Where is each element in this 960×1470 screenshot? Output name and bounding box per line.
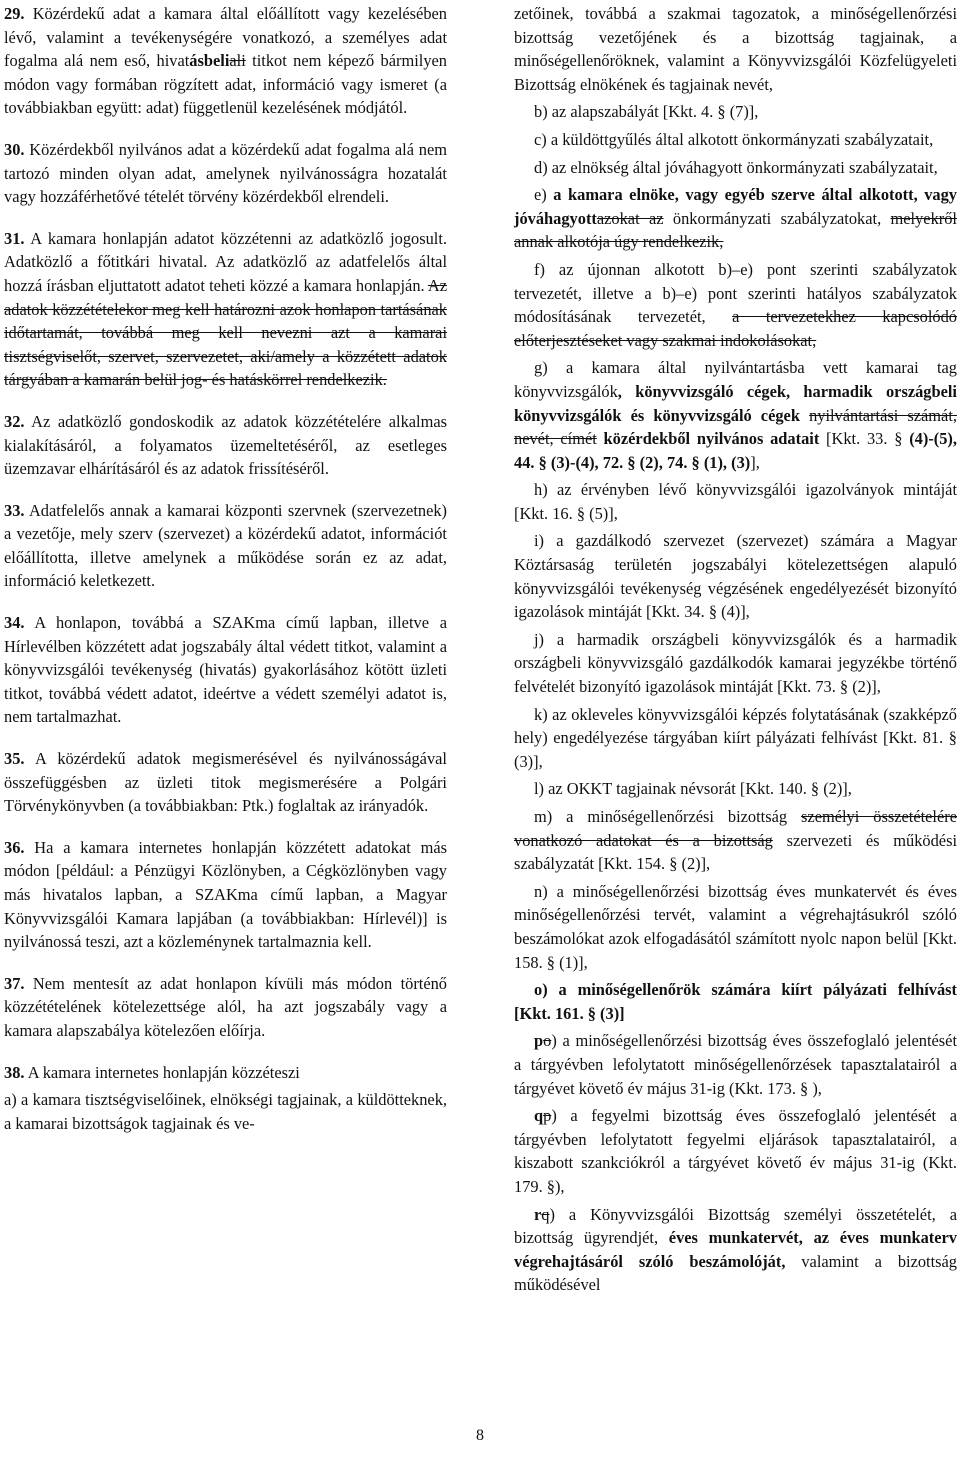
paragraph-number: 38. <box>4 1062 25 1082</box>
text-run: titkot nem képező bármilyen módon vagy formában rögzített adat, információ vagy ismeret (a továbbiakban együtt: adat) függetlenül kezelésének módjától. <box>4 51 447 118</box>
paragraph-number: 32. <box>4 411 25 431</box>
paragraph-29 <box>4 2 447 120</box>
left-column <box>4 2 447 1139</box>
text-run: [Kkt. 33. § <box>819 429 910 449</box>
text-run: i) a gazdálkodó szervezet (szervezet) számára a Magyar Köztársaság területén jogszabályi kötelezettségen alapuló könyvvizsgálói tevékenység végzésének engedélyezését bizonyító igazolások mintáját [Kkt. 34. § (4)], <box>514 531 957 622</box>
bold-text: ásbeli <box>189 51 230 71</box>
paragraph-38-item-a <box>4 1088 447 1135</box>
paragraph-number: 29. <box>4 4 25 23</box>
list-item-h <box>514 478 957 525</box>
paragraph-31 <box>4 227 447 392</box>
paragraph-number: 30. <box>4 139 25 159</box>
list-item-f <box>514 258 957 352</box>
deleted-text: o <box>543 1031 552 1051</box>
paragraph-number: 31. <box>4 228 25 248</box>
text-run: zetőinek, továbbá a szakmai tagozatok, a minőségellenőrzési bizottság vezetőjének és a bizottság tagjainak, a minőségellenőröknek, valamint a Könyvvizsgálói Közfelügyeleti Bizottság elnökének és tagjainak nevét, <box>514 4 957 94</box>
text-run: A közérdekű adatok megismerésével és nyilvánosságával összefüggésben az üzleti titok megismerésére a Polgári Törvénykönyvben (a továbbiakban: Ptk.) foglaltak az irányadók. <box>4 749 447 816</box>
deleted-text: nyilvántartási számát, nevét, címét <box>514 405 957 449</box>
bold-text: o) a minőségellenőrök számára kiírt pályázati felhívást [Kkt. 161. § (3)] <box>514 980 957 1023</box>
text-run: Az adatközlő gondoskodik az adatok közzétételére alkalmas kialakításáról, a folyamatos üzemeltetéséről, az esetleges üzemzavar elhárításáról és az adatok frissítéséről. <box>4 411 447 479</box>
page-number: 8 <box>476 1427 484 1444</box>
deleted-text: q <box>541 1204 550 1224</box>
text-run: f) az újonnan alkotott b)–e) pont szerinti szabályzatok tervezetét, illetve a b)–e) pont szerinti hatályos szabályzatok módosításának tervezetét, <box>514 259 957 327</box>
text-run: ) a minőségellenőrzési bizottság éves összefoglaló jelentését a tárgyévben lefolytatott minőségellenőrzések tapasztalatairól a tárgyévet követő év május 31-ig (Kkt. 173. § ), <box>514 1031 957 1098</box>
list-item-e <box>514 183 957 254</box>
text-run: ) a fegyelmi bizottság éves összefoglaló jelentését a tárgyévben lefolytatott fegyelmi eljárások tapasztalatairól, a kiszabott szankciókról a tárgyévet követő év május 31-ig (Kkt. 179. §), <box>514 1106 957 1196</box>
text-run: j) a harmadik országbeli könyvvizsgálók és a harmadik országbeli könyvvizsgáló gazdálkodók kamarai jegyzékbe történő felvételét bizonyító igazolások mintáját [Kkt. 73. § (2)], <box>514 629 957 697</box>
paragraph-number: 33. <box>4 500 25 520</box>
list-item-g <box>514 356 957 474</box>
text-run: Adatfelelős annak a kamarai központi szervnek (szervezetnek) a vezetője, mely szerv (szervezet) a közérdekű adatot, információt előállította, illetve amelynek a működése során ez az adat, információ keletkezett. <box>4 500 447 591</box>
list-item-n <box>514 880 957 974</box>
list-item-c <box>514 128 957 152</box>
list-item-b <box>514 100 957 124</box>
text-run: A kamara internetes honlapján közzéteszi <box>24 1062 300 1082</box>
paragraph-35 <box>4 747 447 818</box>
text-run: d) az elnökség által jóváhagyott önkormányzati szabályzatait, <box>534 157 938 177</box>
text-run: Ha a kamara internetes honlapján közzétett adatokat más módon [például: a Pénzügyi Közlönyben, a Cégközlönyben vagy más hivatalos lapban, a SZAKma című lapban, a Magyar Könyvvizsgálói Kamara lapjában (a továbbiakban: Hírlevél)] is nyilvánossá teszi, azt a közleménynek tartalmaznia kell. <box>4 837 447 952</box>
bold-text: (4)-(5), 44. § (3)-(4), 72. § (2), 74. § (1), (3) <box>514 429 957 472</box>
bold-text: p <box>534 1031 544 1051</box>
deleted-text: a tervezetekhez kapcsolódó előterjesztéseket vagy szakmai indokolásokat, <box>514 307 957 350</box>
paragraph-34 <box>4 611 447 729</box>
bold-text: közérdekből nyilvános adatait <box>596 429 820 449</box>
bold-text: a kamara elnöke, vagy egyéb szerve által alkotott, vagy jóváhagyott <box>514 185 957 228</box>
bold-text: r <box>534 1204 542 1224</box>
deleted-text: ali <box>229 51 246 71</box>
text-run <box>800 406 809 425</box>
paragraph-36 <box>4 836 447 954</box>
paragraph-30 <box>4 138 447 209</box>
list-item-l <box>514 777 957 801</box>
text-run: ], <box>750 452 760 472</box>
text-run: valamint a bizottság működésével <box>514 1251 957 1295</box>
text-run: h) az érvényben lévő könyvvizsgálói igazolványok mintáját [Kkt. 16. § (5)], <box>514 480 957 523</box>
deleted-text: személyi összetételére vonatkozó adatokat és a bizottság <box>514 807 957 850</box>
text-run: Nem mentesít az adat honlapon kívüli más módon történő közzétételének kötelezettsége alól, ha azt jogszabály vagy a kamara alapszabálya kötelezően előírja. <box>4 973 447 1040</box>
paragraph-33 <box>4 499 447 593</box>
list-item-r <box>514 1203 957 1297</box>
text-run: l) az OKKT tagjainak névsorát [Kkt. 140. § (2)], <box>534 779 852 799</box>
paragraph-37 <box>4 972 447 1043</box>
deleted-text: Az adatok közzétételekor meg kell határozni azok honlapon tartásának időtartamát, továbbá meg kell nevezni azt a kamarai tisztségviselőt, szervet, szervezetet, aki/amely a közzétett adatok tárgyában a kamarán belül jog- és hatáskörrel rendelkezik. <box>4 275 447 390</box>
text-run: szervezeti és működési szabályzatát [Kkt. 154. § (2)], <box>514 830 958 874</box>
bold-text: q <box>534 1106 544 1126</box>
text-run: önkormányzati szabályzatokat, <box>663 208 891 228</box>
list-item-m <box>514 805 957 876</box>
text-run: n) a minőségellenőrzési bizottság éves munkatervét és éves minőségellenőrzési tervét, valamint a végrehajtásukról szóló beszámolókat azok elfogadásától számított nyolc napon belül [Kkt. 158. § (1)], <box>514 881 957 972</box>
deleted-text: azokat az <box>596 208 664 228</box>
paragraph-32 <box>4 410 447 481</box>
text-run: Közérdekből nyilvános adat a közérdekű adat fogalma alá nem tartozó minden olyan adat, amelynek nyilvánosságra hozatalát vagy hozzáférhetővé tételét törvény közérdekből elrendeli. <box>4 139 447 207</box>
text-run: ) a Könyvvizsgálói Bizottság személyi összetételét, a bizottság ügyrendjét, <box>514 1204 957 1248</box>
bold-text: éves munkatervét, az éves munkaterv végrehajtásáról szóló beszámolóját, <box>514 1228 957 1271</box>
list-item-p <box>514 1029 957 1100</box>
list-item-d <box>514 156 957 180</box>
text-run: k) az okleveles könyvvizsgálói képzés folytatásának (szakképző hely) engedélyezése tárgyában kiírt pályázati felhívást [Kkt. 81. § (3)], <box>514 704 957 771</box>
list-item-k <box>514 703 957 774</box>
list-item-o <box>514 978 957 1025</box>
deleted-text: p <box>543 1106 552 1126</box>
text-run: m) a minőségellenőrzési bizottság <box>534 807 802 826</box>
text-run: g) a kamara által nyilvántartásba vett kamarai tag könyvvizsgálók <box>514 358 957 401</box>
right-column <box>514 2 957 1301</box>
paragraph-number: 34. <box>4 613 25 633</box>
text-run: A kamara honlapján adatot közzétenni az adatközlő jogosult. Adatközlő a főtitkári hivatal. Az adatközlő az adatfelelős által hozzá írásban eljuttatott adatot teheti közzé a kamara honlapján. <box>4 228 447 295</box>
paragraph-number: 35. <box>4 749 25 769</box>
list-item-j <box>514 628 957 699</box>
text-run: e) <box>534 185 554 205</box>
text-run: a) a kamara tisztségviselőinek, elnökségi tagjainak, a küldötteknek, a kamarai bizottságok tagjainak és ve- <box>4 1090 447 1133</box>
item-a-continuation <box>514 2 957 96</box>
deleted-text: melyekről annak alkotója úgy rendelkezik, <box>514 208 957 252</box>
text-run: A honlapon, továbbá a SZAKma című lapban, illetve a Hírlevélben közzétett adat jogszabály által védett titkot, valamint a könyvvizsgálói tevékenység (hivatás) gyakorlásához kötött üzleti titkot, továbbá védett adatot, ideértve a védett személyi adatot is, nem tartalmazhat. <box>4 613 447 727</box>
text-run: c) a küldöttgyűlés által alkotott önkormányzati szabályzatait, <box>534 129 934 149</box>
paragraph-number: 36. <box>4 837 25 857</box>
paragraph-38 <box>4 1061 447 1085</box>
bold-text: , könyvvizsgáló cégek, harmadik országbeli könyvvizsgálók és könyvvizsgáló cégek <box>514 381 957 425</box>
text-run: b) az alapszabályát [Kkt. 4. § (7)], <box>534 102 759 122</box>
list-item-i <box>514 529 957 623</box>
text-run: Közérdekű adat a kamara által előállított vagy kezelésében lévő, valamint a tevékenységére vonatkozó, a személyes adat fogalma alá nem eső, hivat <box>4 4 447 71</box>
list-item-q <box>514 1104 957 1198</box>
paragraph-number: 37. <box>4 973 25 993</box>
